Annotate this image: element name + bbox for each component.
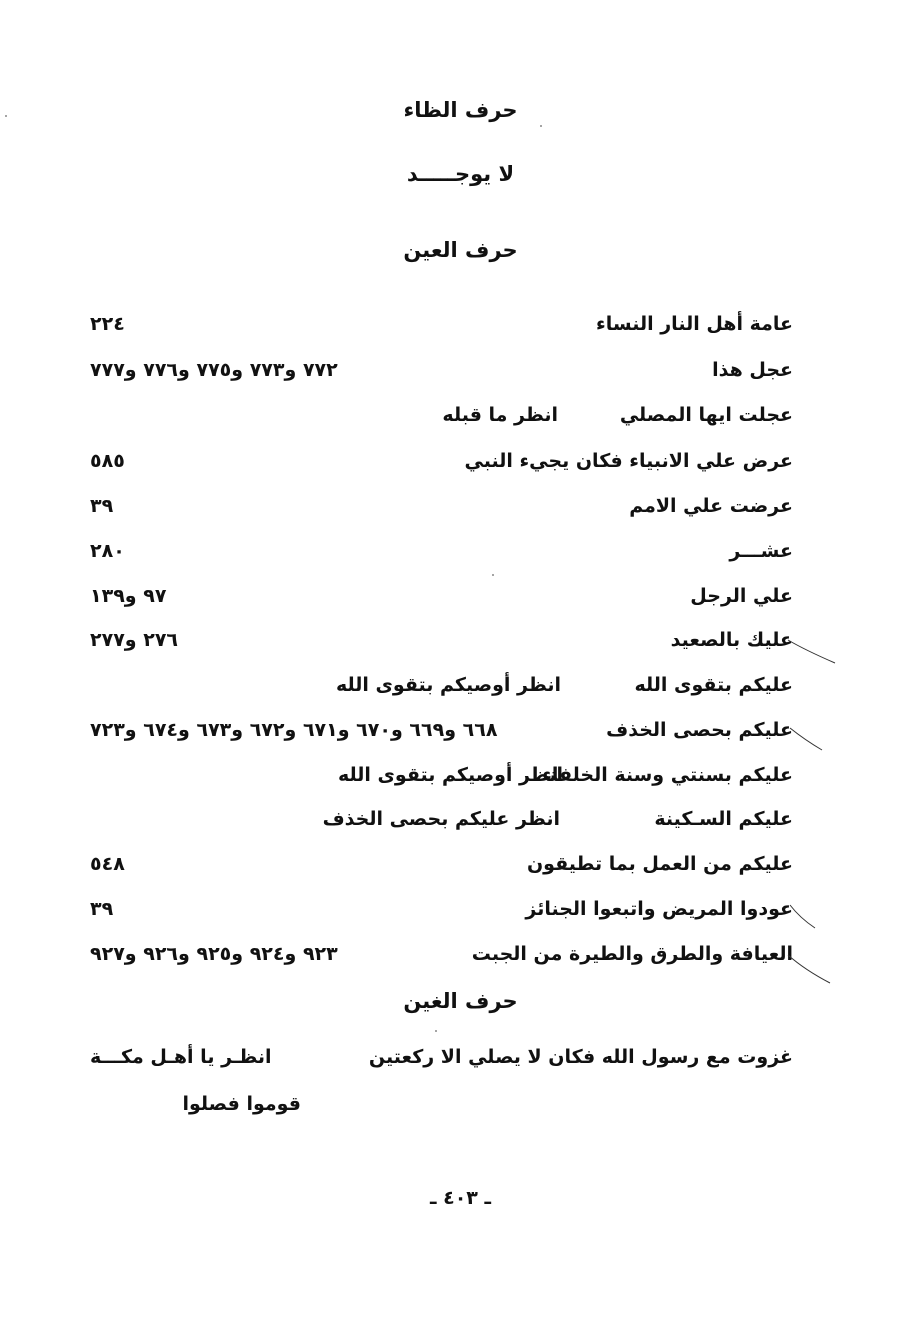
entry-phrase: عودوا المريض واتبعوا الجنائز [525,898,793,920]
entry-phrase: عليكم بحصى الخذف [606,719,793,741]
entry-refs: ٢٧٦ و٢٧٧ [90,629,179,651]
entry-note: انظر عليكم بحصى الخذف [322,808,560,830]
speck [540,125,542,127]
entry-refs: ٣٩ [90,898,114,920]
pen-stroke [790,728,822,750]
index-entry [80,853,793,887]
index-entry [80,943,793,977]
index-entry [80,808,793,842]
index-entry [80,313,793,347]
entry-note: انظر أوصيكم بتقوى الله [337,764,563,786]
index-entry [80,674,793,708]
index-entry [80,764,793,798]
index-entry [80,1046,793,1080]
index-entry [80,629,793,663]
entry-phrase: عشـــر [729,540,793,562]
entry-refs: ٢٢٤ [90,313,125,335]
index-entry [80,359,793,393]
index-entry [80,495,793,529]
index-entry [80,404,793,438]
entry-note: انظـر يا أهـل مكـــة [90,1046,272,1068]
section-none-note: لا يوجـــــد [406,162,515,186]
entry-refs: ٩٢٣ و٩٢٤ و٩٢٥ و٩٢٦ و٩٢٧ [90,943,338,965]
entry-phrase: عليكم السـكينة [654,808,793,830]
entry-phrase: علي الرجل [690,585,793,607]
speck [435,1030,437,1032]
entry-phrase: العيافة والطرق والطيرة من الجبت [471,943,793,965]
section-heading-ain: حرف العين [403,238,518,262]
entry-phrase: غزوت مع رسول الله فكان لا يصلي الا ركعتين [368,1046,793,1068]
index-entry [80,898,793,932]
entry-phrase: عجلت ايها المصلي [619,404,793,426]
entry-phrase: عليك بالصعيد [670,629,793,651]
entry-continuation: قوموا فصلوا [182,1093,301,1115]
entry-phrase: عامة أهل النار النساء [596,313,793,335]
entry-phrase: عليكم بسنتي وسنة الخلفاء [542,764,793,786]
section-heading-zaa: حرف الظاء [403,98,518,122]
entry-phrase: عجل هذا [712,359,793,381]
entry-refs: ٩٧ و١٣٩ [90,585,167,607]
entry-refs: ٦٦٨ و٦٦٩ و٦٧٠ و٦٧١ و٦٧٢ و٦٧٣ و٦٧٤ و٧٢٣ [90,719,498,741]
index-entry [80,585,793,619]
pen-stroke [788,640,835,663]
index-entry [80,450,793,484]
speck [5,115,7,117]
entry-note: انظر ما قبله [442,404,558,426]
index-entry [80,719,793,753]
entry-phrase: عليكم بتقوى الله [634,674,793,696]
index-entry [80,540,793,574]
page-number: ـ ٤٠٣ ـ [429,1187,491,1209]
pen-stroke [788,955,830,983]
entry-refs: ٣٩ [90,495,114,517]
entry-phrase: عليكم من العمل بما تطيقون [526,853,793,875]
entry-refs: ٥٨٥ [90,450,125,472]
speck [492,574,494,576]
entry-phrase: عرضت علي الامم [629,495,793,517]
entry-note: انظر أوصيكم بتقوى الله [335,674,561,696]
entry-phrase: عرض علي الانبياء فكان يجيء النبي [464,450,793,472]
entry-refs: ٥٤٨ [90,853,125,875]
pen-stroke [790,905,815,928]
entry-refs: ٢٨٠ [90,540,125,562]
section-heading-ghain: حرف الغين [403,989,518,1013]
entry-refs: ٧٧٢ و٧٧٣ و٧٧٥ و٧٧٦ و٧٧٧ [90,359,338,381]
